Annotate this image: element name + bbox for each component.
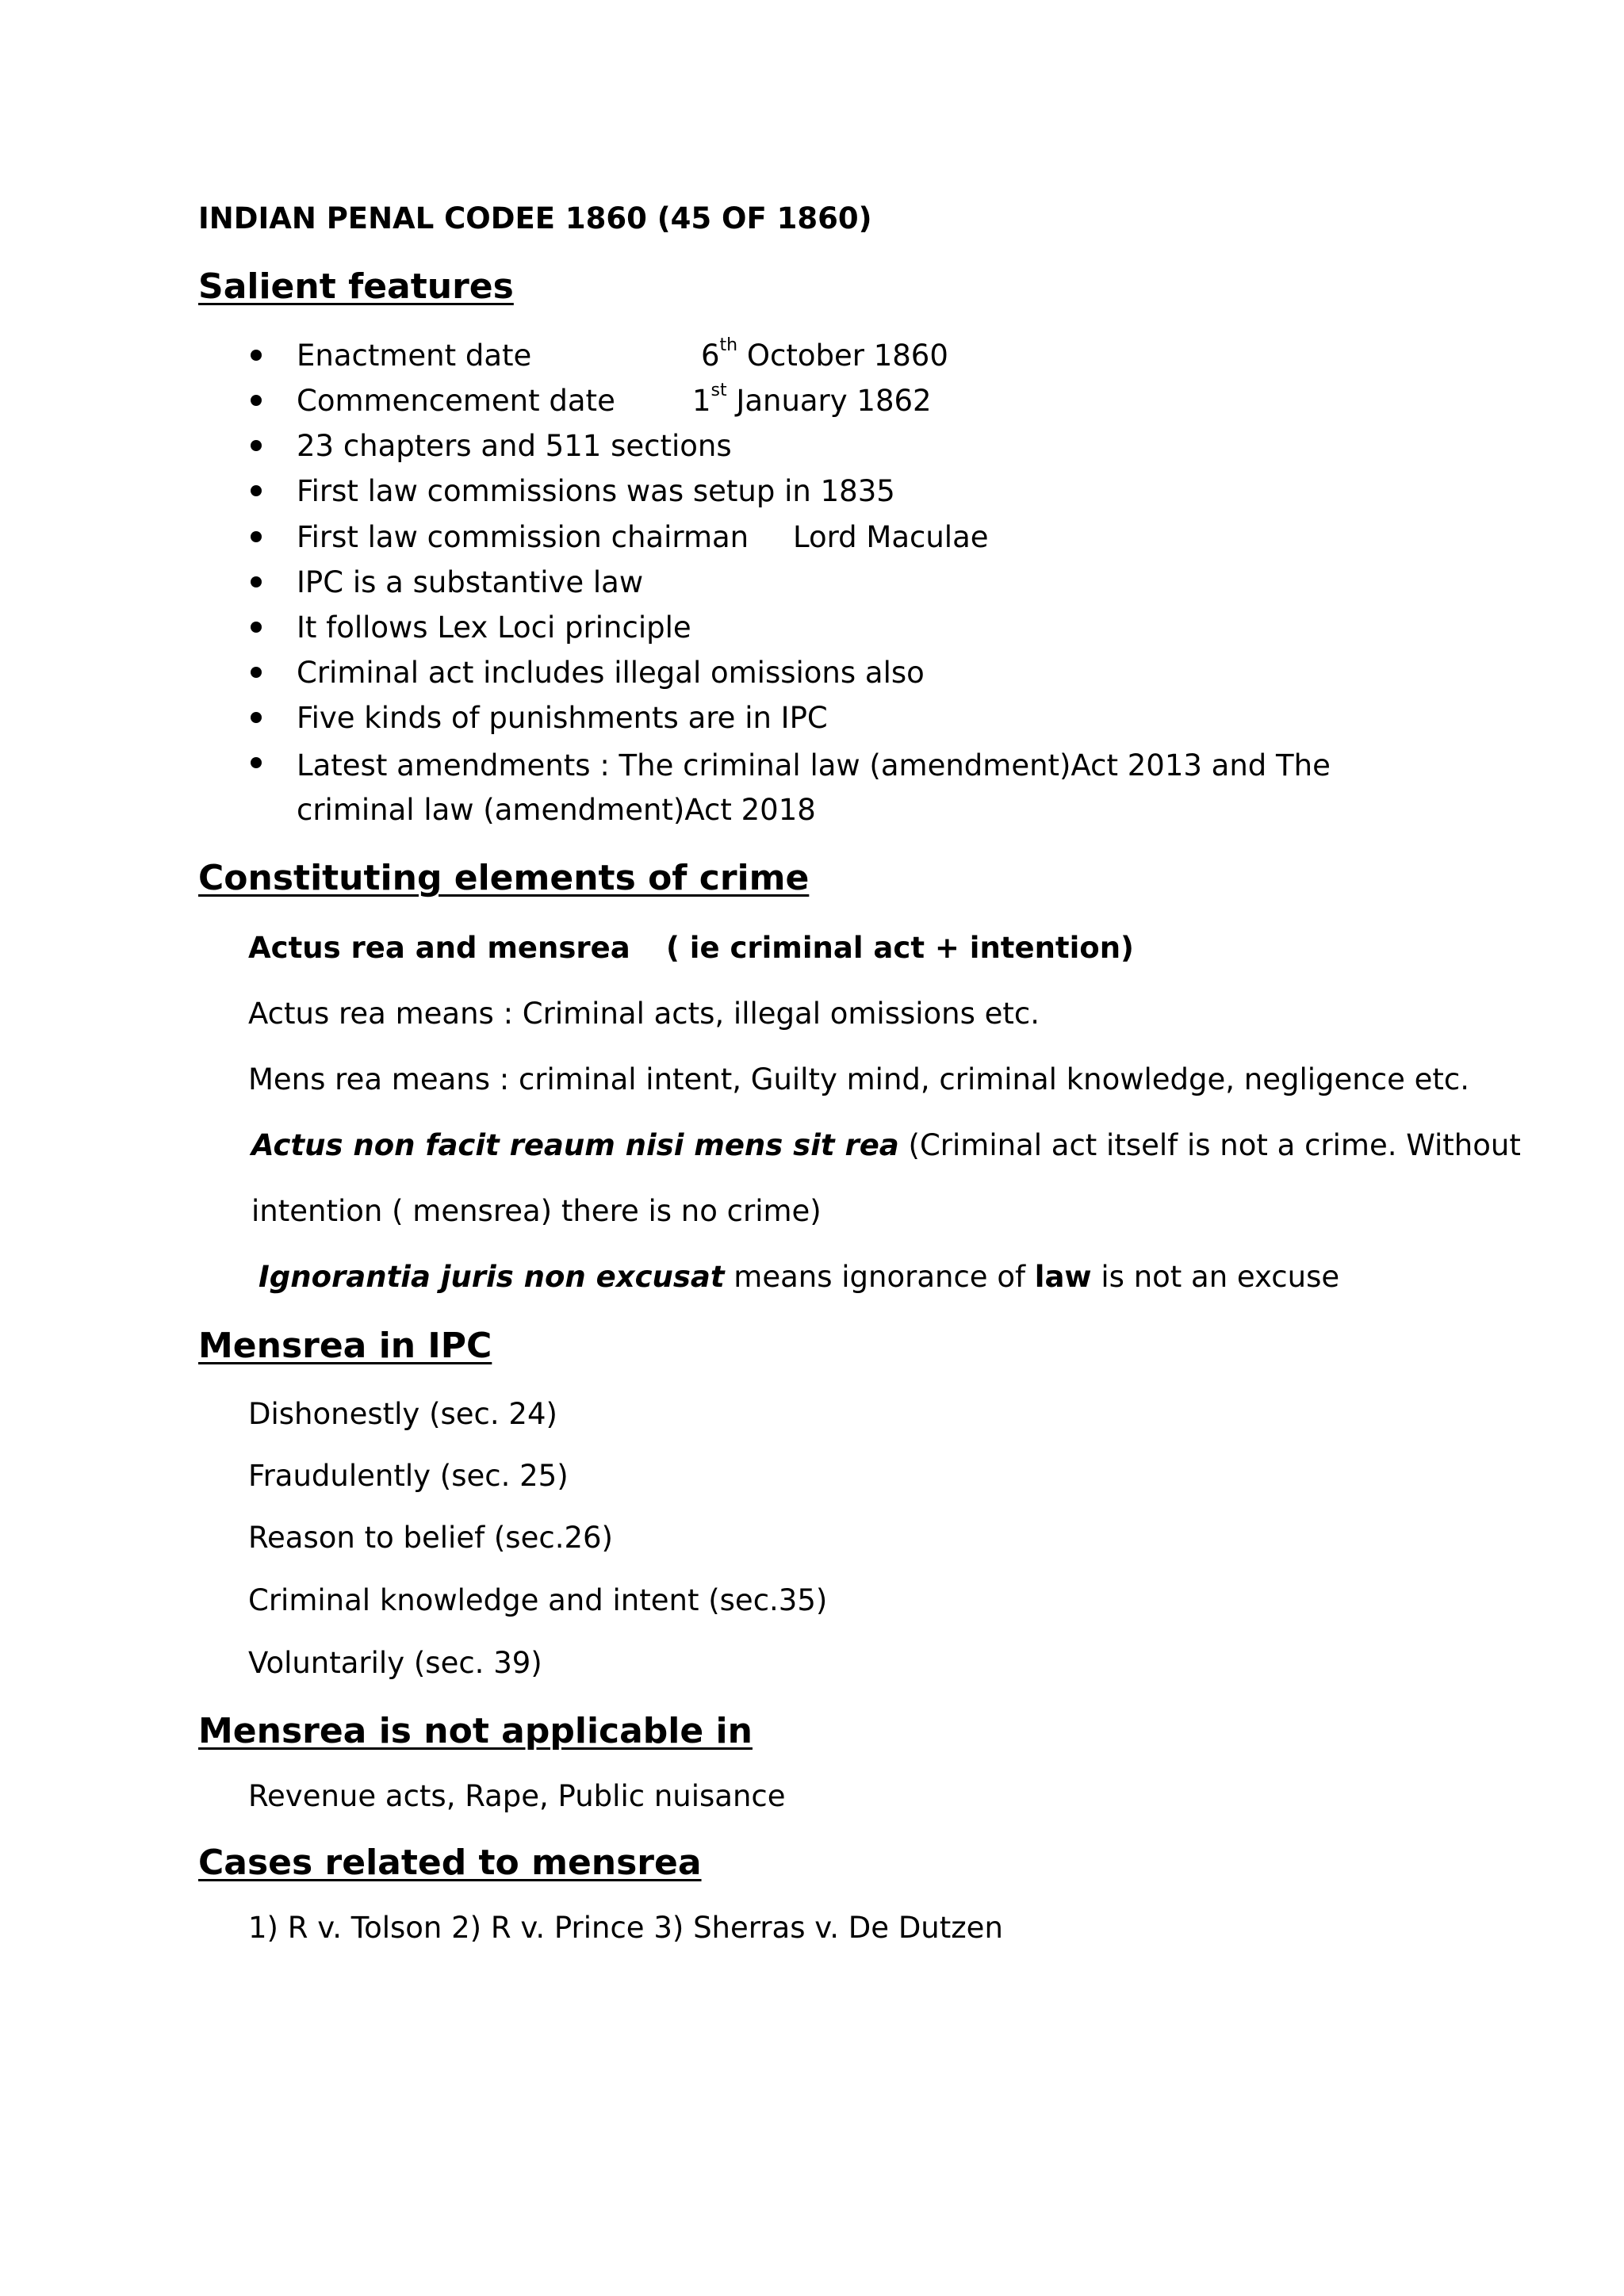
bullet-icon xyxy=(251,531,262,542)
bullet-icon xyxy=(251,485,262,496)
maxim-ignorantia-juris: Ignorantia juris non excusat means ignorance of law is not an excuse xyxy=(259,1260,1340,1294)
subheading-actus-mensrea: Actus rea and mensrea xyxy=(248,931,630,965)
bullet-label: Criminal act includes illegal omissions also xyxy=(297,656,925,690)
list-item: Reason to belief (sec.26) xyxy=(248,1521,613,1555)
latin-maxim: Ignorantia juris non excusat xyxy=(259,1260,725,1294)
subheading-criminal-act-intention: ( ie criminal act + intention) xyxy=(666,931,1134,965)
bullet-icon xyxy=(251,622,262,633)
latin-maxim: Actus non facit reaum nisi mens sit rea xyxy=(251,1128,899,1162)
bullet-label: Five kinds of punishments are in IPC xyxy=(297,701,828,735)
bullet-label: Latest amendments : The criminal law (amendment)Act 2013 and The criminal law (amendment)Act 2018 xyxy=(297,748,1331,827)
bullet-icon xyxy=(251,712,262,723)
bullet-icon xyxy=(251,667,262,678)
bullet-label: It follows Lex Loci principle xyxy=(297,610,691,645)
bullet-value: Lord Maculae xyxy=(793,520,989,554)
maxim-actus-non-facit: Actus non facit reaum nisi mens sit rea (Criminal act itself is not a crime. Without xyxy=(251,1128,1521,1162)
bullet-icon xyxy=(251,576,262,587)
actus-rea-definition: Actus rea means : Criminal acts, illegal omissions etc. xyxy=(248,997,1040,1031)
bullet-label: First law commissions was setup in 1835 xyxy=(297,474,895,508)
bullet-label: 23 chapters and 511 sections xyxy=(297,429,732,463)
list-item: Fraudulently (sec. 25) xyxy=(248,1459,569,1493)
heading-cases-mensrea: Cases related to mensrea xyxy=(198,1843,702,1883)
bullet-value: 1st January 1862 xyxy=(692,381,932,418)
bullet-label: IPC is a substantive law xyxy=(297,565,644,599)
heading-mensrea-not-applicable: Mensrea is not applicable in xyxy=(198,1711,753,1751)
bullet-icon xyxy=(251,350,262,361)
document-title: INDIAN PENAL CODEE 1860 (45 OF 1860) xyxy=(198,201,872,235)
heading-salient-features: Salient features xyxy=(198,266,514,307)
bullet-label: Commencement date xyxy=(297,384,615,418)
bullet-icon xyxy=(251,757,262,768)
mens-rea-definition: Mens rea means : criminal intent, Guilty mind, criminal knowledge, negligence etc. xyxy=(248,1062,1469,1096)
bullet-label: Enactment date xyxy=(297,339,532,373)
bullet-label: First law commission chairman xyxy=(297,520,749,554)
heading-mensrea-in-ipc: Mensrea in IPC xyxy=(198,1326,492,1366)
bullet-icon xyxy=(251,440,262,451)
list-item: Dishonestly (sec. 24) xyxy=(248,1397,557,1431)
bullet-value: 6th October 1860 xyxy=(701,335,948,373)
maxim-actus-continuation: intention ( mensrea) there is no crime) xyxy=(251,1194,822,1228)
not-applicable-list: Revenue acts, Rape, Public nuisance xyxy=(248,1779,786,1813)
list-item: Voluntarily (sec. 39) xyxy=(248,1646,542,1680)
heading-constituting-elements: Constituting elements of crime xyxy=(198,858,810,898)
bullet-icon xyxy=(251,395,262,406)
list-item: Criminal knowledge and intent (sec.35) xyxy=(248,1583,828,1617)
cases-list: 1) R v. Tolson 2) R v. Prince 3) Sherras v. De Dutzen xyxy=(248,1911,1003,1945)
